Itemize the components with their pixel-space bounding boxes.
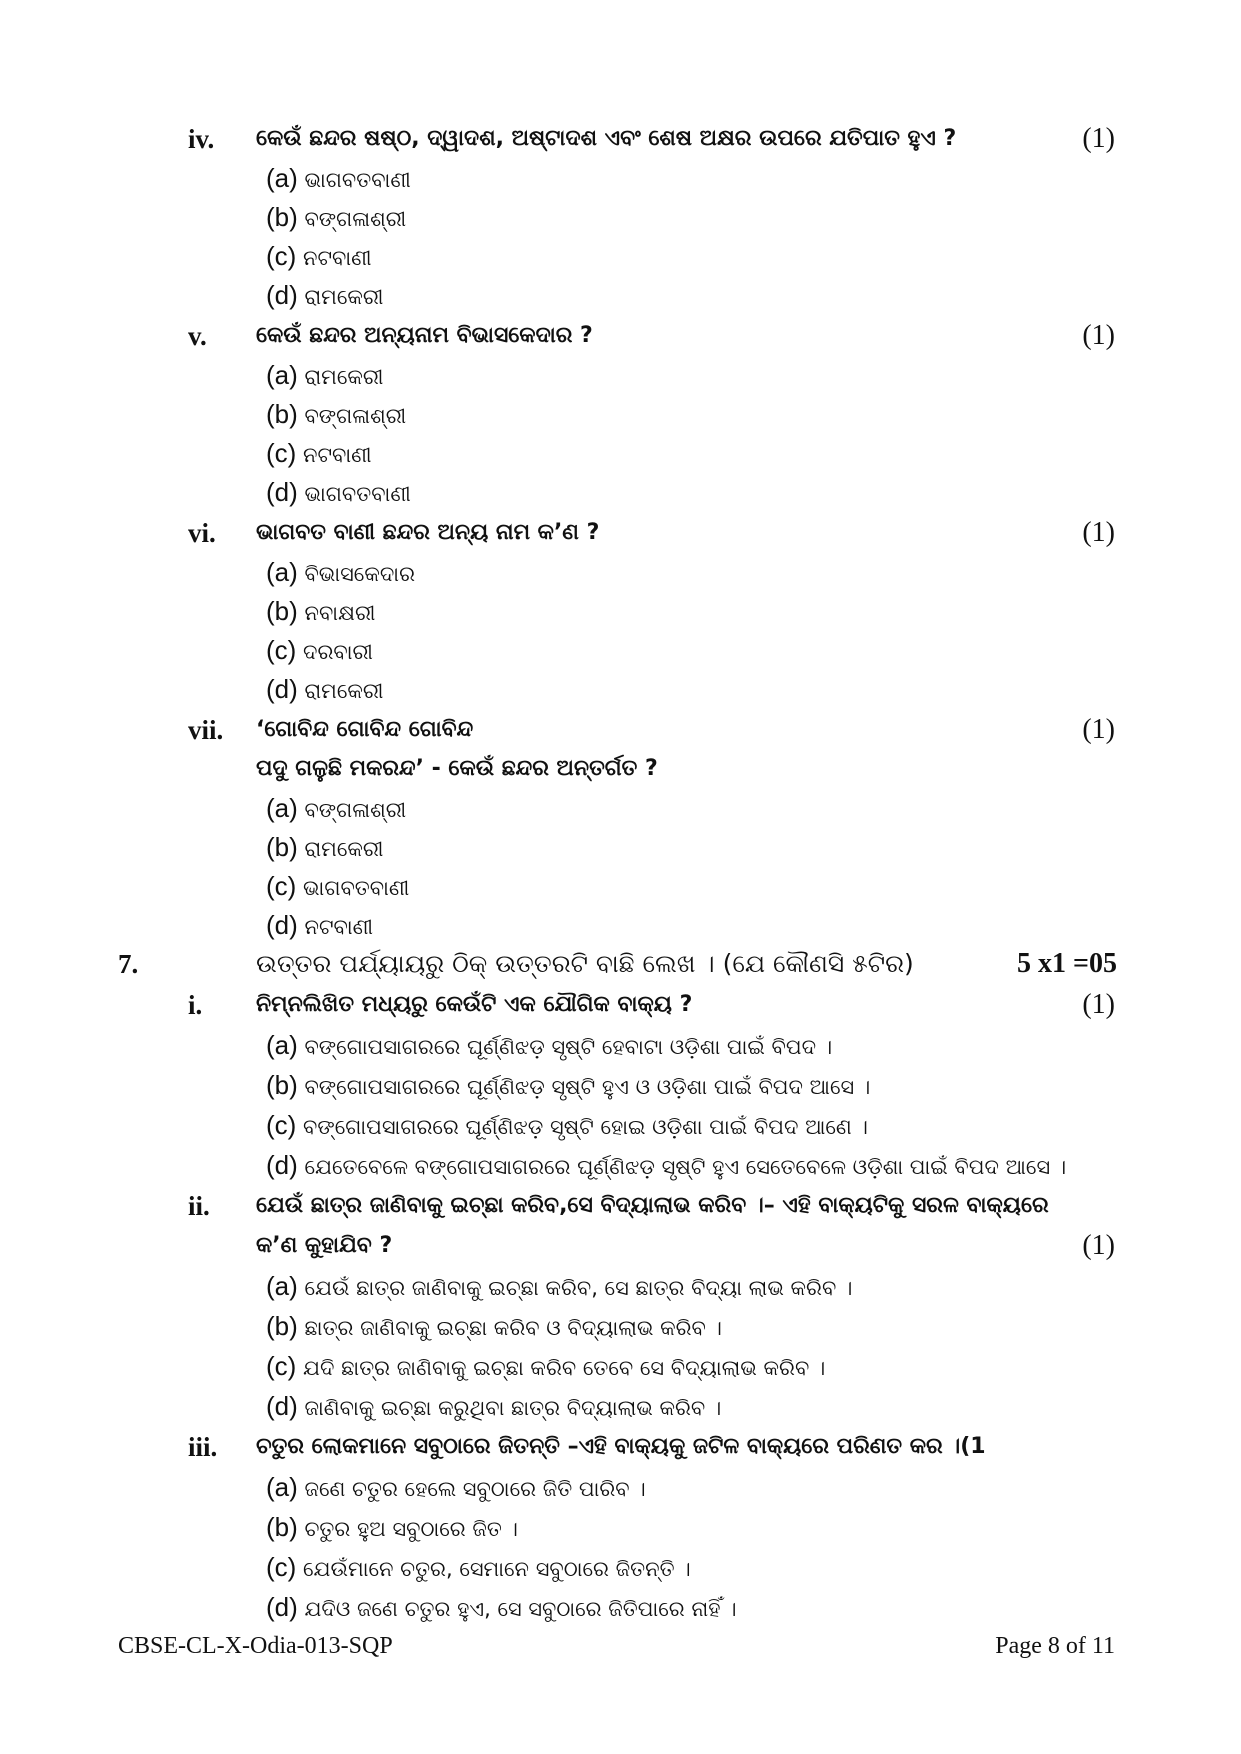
option-letter: (c) bbox=[266, 1552, 297, 1582]
option-row bbox=[0, 827, 1241, 867]
option-row bbox=[0, 275, 1241, 315]
option-text: ଜାଣିବାକୁ ଇଚ୍ଛା କରୁଥିବା ଛାତ୍ର ବିଦ୍ୟାଲାଭ କରିବ । bbox=[304, 1396, 722, 1420]
option-text: ନଟବାଣୀ bbox=[304, 915, 374, 939]
option-letter: (c) bbox=[266, 635, 297, 665]
option bbox=[266, 591, 376, 633]
section-heading-row bbox=[0, 944, 1241, 984]
option bbox=[266, 630, 373, 672]
option-text: ବିଭାସକେଦାର bbox=[304, 562, 415, 586]
option bbox=[266, 552, 415, 594]
option-letter: (c) bbox=[266, 438, 297, 468]
option-row bbox=[0, 1346, 1241, 1386]
option-letter: (c) bbox=[266, 1110, 297, 1140]
option-row bbox=[0, 394, 1241, 434]
option-text: ରାମକେରୀ bbox=[304, 285, 384, 309]
option bbox=[266, 1346, 825, 1388]
option bbox=[266, 1266, 852, 1308]
question-number: vii. bbox=[188, 715, 224, 745]
option bbox=[266, 394, 406, 436]
question-number: iv. bbox=[188, 124, 215, 154]
option bbox=[266, 1065, 870, 1107]
option bbox=[266, 355, 383, 397]
option bbox=[266, 472, 411, 514]
option bbox=[266, 669, 383, 711]
option-letter: (d) bbox=[266, 1592, 298, 1622]
option-text: ନଟବାଣୀ bbox=[303, 246, 372, 270]
option-text: ଦରବାରୀ bbox=[303, 640, 373, 664]
question-row bbox=[0, 749, 1241, 789]
page-number: Page 8 of 11 bbox=[995, 1633, 1115, 1659]
question-marks: (1) bbox=[1082, 320, 1115, 351]
option-text: ଛାତ୍ର ଜାଣିବାକୁ ଇଚ୍ଛା କରିବ ଓ ବିଦ୍ୟାଲାଭ କରିବ । bbox=[304, 1316, 722, 1340]
option-letter: (b) bbox=[266, 596, 298, 626]
option-row bbox=[0, 1266, 1241, 1306]
option-text: ଯଦିଓ ଜଣେ ଚତୁର ହୁଏ, ସେ ସବୁଠାରେ ଜିତିପାରେ ନାହିଁ । bbox=[304, 1597, 737, 1621]
question-text: ପଦୁ ଗଳୁଛି ମକରନ୍ଦ’ - କେଉଁ ଛନ୍ଦର ଅନ୍ତର୍ଗତ ? bbox=[256, 756, 658, 781]
option-text: ଯେଉଁମାନେ ଚତୁର, ସେମାନେ ସବୁଠାରେ ଜିତନ୍ତି । bbox=[303, 1557, 691, 1581]
option bbox=[266, 1467, 646, 1509]
option-text: ବଙ୍ଗୋପସାଗରରେ ଘୂର୍ଣ୍ଣିଝଡ଼ ସୃଷ୍ଟି ହୁଏ ଓ ଓଡ଼ିଶା ପାଇଁ ବିପଦ ଆସେ । bbox=[304, 1075, 871, 1099]
option-text: ଜଣେ ଚତୁର ହେଲେ ସବୁଠାରେ ଜିତି ପାରିବ । bbox=[304, 1477, 646, 1501]
option-letter: (a) bbox=[266, 1472, 298, 1502]
option-row bbox=[0, 1547, 1241, 1587]
option-row bbox=[0, 669, 1241, 709]
option-row bbox=[0, 1065, 1241, 1105]
option bbox=[266, 905, 373, 947]
question-marks: (1) bbox=[1082, 989, 1115, 1020]
option-text: ରାମକେରୀ bbox=[304, 837, 384, 861]
option-row bbox=[0, 1386, 1241, 1426]
option-text: ନବାକ୍ଷରୀ bbox=[304, 601, 376, 625]
option-text: ଚତୁର ହୁଅ ସବୁଠାରେ ଜିତ । bbox=[304, 1517, 518, 1541]
option bbox=[266, 1145, 1066, 1187]
option-row bbox=[0, 158, 1241, 198]
option-row bbox=[0, 591, 1241, 631]
question-text: କ’ଣ କୁହାଯିବ ? bbox=[256, 1233, 393, 1258]
question-number: v. bbox=[188, 321, 207, 351]
option bbox=[266, 158, 411, 200]
question-row bbox=[0, 1427, 1241, 1467]
option-letter: (b) bbox=[266, 399, 298, 429]
option-text: ବଙ୍ଗଳାଶ୍ରୀ bbox=[304, 798, 407, 822]
option-text: ବଙ୍ଗଳାଶ୍ରୀ bbox=[304, 404, 407, 428]
option-row bbox=[0, 1306, 1241, 1346]
question-marks: (1) bbox=[1082, 123, 1115, 154]
option bbox=[266, 866, 409, 908]
question-row bbox=[0, 119, 1241, 159]
question-row bbox=[0, 710, 1241, 750]
option bbox=[266, 1587, 737, 1629]
option-row bbox=[0, 355, 1241, 395]
option-text: ଭାଗବତବାଣୀ bbox=[304, 482, 411, 506]
option bbox=[266, 1025, 832, 1067]
option-letter: (d) bbox=[266, 674, 298, 704]
option-text: ବଙ୍ଗଳାଶ୍ରୀ bbox=[304, 207, 407, 231]
option-row bbox=[0, 866, 1241, 906]
question-text: କେଉଁ ଛନ୍ଦର ଅନ୍ୟନାମ ବିଭାସକେଦାର ? bbox=[256, 323, 593, 348]
option-letter: (c) bbox=[266, 1351, 297, 1381]
option-letter: (b) bbox=[266, 832, 298, 862]
option bbox=[266, 236, 372, 278]
question-number: i. bbox=[188, 990, 203, 1020]
question-text: ‘ଗୋବିନ୍ଦ ଗୋବିନ୍ଦ ଗୋବିନ୍ଦ bbox=[256, 717, 474, 742]
option bbox=[266, 197, 406, 239]
option-row bbox=[0, 472, 1241, 512]
option-letter: (b) bbox=[266, 1512, 298, 1542]
option-row bbox=[0, 1025, 1241, 1065]
option bbox=[266, 827, 383, 869]
question-marks: (1) bbox=[1082, 517, 1115, 548]
option-letter: (b) bbox=[266, 1070, 298, 1100]
option-letter: (a) bbox=[266, 360, 298, 390]
option-letter: (c) bbox=[266, 871, 297, 901]
question-text: ଭାଗବତ ବାଣୀ ଛନ୍ଦର ଅନ୍ୟ ନାମ କ’ଣ ? bbox=[256, 520, 600, 545]
option-row bbox=[0, 236, 1241, 276]
option-letter: (d) bbox=[266, 910, 298, 940]
paper-code: CBSE-CL-X-Odia-013-SQP bbox=[118, 1633, 393, 1659]
option-row bbox=[0, 433, 1241, 473]
question-number: iii. bbox=[188, 1432, 218, 1462]
question-text: କେଉଁ ଛନ୍ଦର ଷଷ୍ଠ, ଦ୍ୱାଦଶ, ଅଷ୍ଟାଦଶ ଏବଂ ଶେଷ ଅକ୍ଷର ଉପରେ ଯତିପାତ ହୁଏ ? bbox=[256, 126, 957, 151]
option-row bbox=[0, 788, 1241, 828]
option-letter: (b) bbox=[266, 202, 298, 232]
option-letter: (a) bbox=[266, 163, 298, 193]
option-text: ଯଦି ଛାତ୍ର ଜାଣିବାକୁ ଇଚ୍ଛା କରିବ ତେବେ ସେ ବିଦ୍ୟାଲାଭ କରିବ । bbox=[303, 1356, 826, 1380]
question-text: ଯେଉଁ ଛାତ୍ର ଜାଣିବାକୁ ଇଚ୍ଛା କରିବ,ସେ ବିଦ୍ୟାଲାଭ କରିବ ।– ଏହି ବାକ୍ୟଟିକୁ ସରଳ ବାକ୍ୟରେ bbox=[256, 1193, 1049, 1218]
question-row bbox=[0, 316, 1241, 356]
option-text: ନଟବାଣୀ bbox=[303, 443, 372, 467]
option-text: ଭାଗବତବାଣୀ bbox=[303, 876, 410, 900]
option-letter: (a) bbox=[266, 557, 298, 587]
option-row bbox=[0, 630, 1241, 670]
option-text: ବଙ୍ଗୋପସାଗରରେ ଘୂର୍ଣ୍ଣିଝଡ଼ ସୃଷ୍ଟି ହୋଇ ଓଡ଼ିଶା ପାଇଁ ବିପଦ ଆଣେ । bbox=[303, 1115, 868, 1139]
question-text: ଚତୁର ଲୋକମାନେ ସବୁଠାରେ ଜିତନ୍ତି –ଏହି ବାକ୍ୟକୁ ଜଟିଳ ବାକ୍ୟରେ ପରିଣତ କର ।(1 bbox=[256, 1434, 986, 1459]
option-text: ଯେଉଁ ଛାତ୍ର ଜାଣିବାକୁ ଇଚ୍ଛା କରିବ, ସେ ଛାତ୍ର ବିଦ୍ୟା ଲାଭ କରିବ । bbox=[304, 1276, 853, 1300]
option bbox=[266, 1507, 518, 1549]
option-row bbox=[0, 1467, 1241, 1507]
option-text: ଯେତେବେଳେ ବଙ୍ଗୋପସାଗରରେ ଘୂର୍ଣ୍ଣିଝଡ଼ ସୃଷ୍ଟି ହୁଏ ସେତେବେଳେ ଓଡ଼ିଶା ପାଇଁ ବିପଦ ଆସେ । bbox=[304, 1155, 1067, 1179]
question-number: vi. bbox=[188, 518, 216, 548]
option-letter: (d) bbox=[266, 477, 298, 507]
option bbox=[266, 1547, 691, 1589]
question-number: ii. bbox=[188, 1191, 210, 1221]
question-row bbox=[0, 1186, 1241, 1226]
question-row bbox=[0, 985, 1241, 1025]
option-letter: (a) bbox=[266, 793, 298, 823]
option-letter: (d) bbox=[266, 1391, 298, 1421]
option bbox=[266, 788, 406, 830]
option bbox=[266, 1306, 722, 1348]
option-letter: (d) bbox=[266, 1150, 298, 1180]
option-text: ବଙ୍ଗୋପସାଗରରେ ଘୂର୍ଣ୍ଣିଝଡ଼ ସୃଷ୍ଟି ହେବାଟା ଓଡ଼ିଶା ପାଇଁ ବିପଦ । bbox=[304, 1035, 833, 1059]
section-marks: 5 x1 =05 bbox=[1017, 948, 1117, 979]
option-letter: (d) bbox=[266, 280, 298, 310]
option bbox=[266, 433, 372, 475]
option bbox=[266, 1386, 721, 1428]
option-text: ରାମକେରୀ bbox=[304, 679, 384, 703]
option bbox=[266, 275, 383, 317]
option-text: ରାମକେରୀ bbox=[304, 365, 384, 389]
option-letter: (a) bbox=[266, 1271, 298, 1301]
option-row bbox=[0, 197, 1241, 237]
question-marks: (1) bbox=[1082, 714, 1115, 745]
option-text: ଭାଗବତବାଣୀ bbox=[304, 168, 411, 192]
option-row bbox=[0, 1145, 1241, 1185]
option-row bbox=[0, 552, 1241, 592]
option-row bbox=[0, 1105, 1241, 1145]
question-row bbox=[0, 513, 1241, 553]
option bbox=[266, 1105, 868, 1147]
question-row bbox=[0, 1226, 1241, 1266]
option-letter: (c) bbox=[266, 241, 297, 271]
option-letter: (b) bbox=[266, 1311, 298, 1341]
section-instruction: ଉତ୍ତର ପର୍ଯ୍ୟାୟରୁ ଠିକ୍ ଉତ୍ତରଟି ବାଛି ଲେଖ । (ଯେ କୌଣସି ୫ଟିର) bbox=[256, 949, 914, 978]
section-number: 7. bbox=[118, 949, 139, 979]
question-text: ନିମ୍ନଲିଖିତ ମଧ୍ୟରୁ କେଉଁଟି ଏକ ଯୌଗିକ ବାକ୍ୟ ? bbox=[256, 992, 693, 1017]
option-row bbox=[0, 1507, 1241, 1547]
option-letter: (a) bbox=[266, 1030, 298, 1060]
option-row bbox=[0, 905, 1241, 945]
question-marks: (1) bbox=[1082, 1230, 1115, 1261]
option-row bbox=[0, 1587, 1241, 1627]
